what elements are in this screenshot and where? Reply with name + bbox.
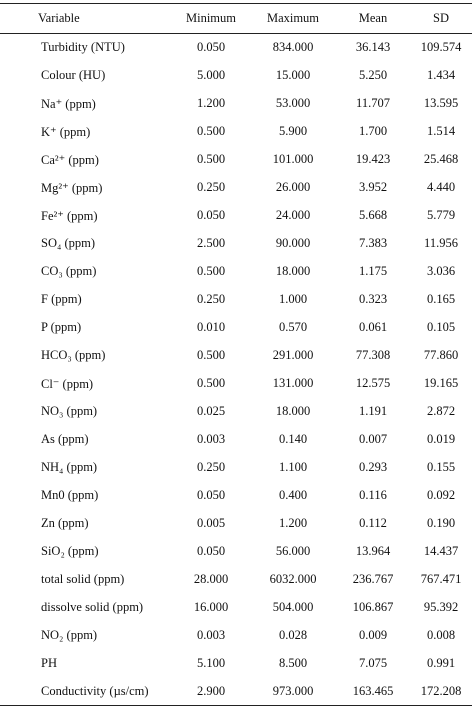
cell-sd: 0.105 [426, 320, 456, 334]
cell-sd: 19.165 [423, 376, 459, 390]
table-row [0, 454, 472, 482]
table-row [0, 230, 472, 258]
cell-mean: 12.575 [355, 376, 391, 390]
cell-maximum: 18.000 [275, 404, 311, 418]
cell-mean: 7.075 [358, 656, 388, 670]
cell-maximum: 90.000 [275, 236, 311, 250]
cell-maximum: 18.000 [275, 264, 311, 278]
cell-minimum: 5.100 [196, 656, 226, 670]
table-row [0, 426, 472, 454]
cell-mean: 1.700 [358, 124, 388, 138]
cell-maximum: 5.900 [278, 124, 308, 138]
cell-maximum: 1.100 [278, 460, 308, 474]
cell-variable: NO₂ (ppm) [41, 628, 98, 642]
cell-maximum: 973.000 [250, 678, 336, 706]
table-row [0, 370, 472, 398]
header-sd: SD [410, 4, 472, 34]
table-row [0, 34, 472, 62]
cell-variable: SiO₂ (ppm) [41, 544, 99, 558]
cell-maximum: 56.000 [275, 544, 311, 558]
cell-variable: Cl⁻ (ppm) [41, 376, 94, 391]
cell-sd: 5.779 [426, 208, 456, 222]
cell-variable: total solid (ppm) [41, 572, 125, 586]
cell-sd: 77.860 [423, 348, 459, 362]
cell-variable: As (ppm) [41, 432, 89, 446]
cell-minimum: 0.050 [196, 488, 226, 502]
cell-mean: 19.423 [355, 152, 391, 166]
table-row [0, 90, 472, 118]
cell-minimum: 0.500 [196, 376, 226, 390]
cell-maximum: 291.000 [272, 348, 314, 362]
cell-mean: 0.323 [358, 292, 388, 306]
cell-maximum: 0.028 [278, 628, 308, 642]
cell-minimum: 0.010 [196, 320, 226, 334]
cell-minimum: 2.500 [196, 236, 226, 250]
table-row [0, 510, 472, 538]
table-row [0, 258, 472, 286]
cell-mean: 11.707 [356, 96, 390, 110]
cell-variable: F (ppm) [41, 292, 82, 306]
cell-variable: NH₄ (ppm) [41, 460, 98, 474]
cell-variable: Conductivity (µs/cm) [0, 678, 172, 706]
header-row [0, 4, 472, 34]
header-mean: Mean [336, 4, 410, 34]
cell-maximum: 834.000 [272, 40, 314, 55]
cell-variable: Turbidity (NTU) [41, 40, 125, 55]
table-row [0, 202, 472, 230]
cell-maximum: 0.140 [278, 432, 308, 446]
cell-maximum: 15.000 [275, 68, 311, 82]
cell-mean: 163.465 [336, 678, 410, 706]
cell-minimum: 2.900 [172, 678, 250, 706]
table-row [0, 146, 472, 174]
table-row [0, 622, 472, 650]
cell-minimum: 16.000 [193, 600, 229, 614]
cell-mean: 0.112 [359, 516, 387, 530]
cell-minimum: 0.500 [196, 152, 226, 166]
cell-mean: 7.383 [358, 236, 388, 250]
cell-sd: 0.019 [426, 432, 456, 446]
cell-maximum: 6032.000 [269, 572, 317, 586]
cell-mean: 0.009 [358, 628, 388, 642]
cell-maximum: 0.570 [278, 320, 308, 334]
cell-minimum: 0.003 [196, 628, 226, 642]
cell-mean: 36.143 [355, 40, 391, 55]
cell-mean: 0.007 [358, 432, 388, 446]
table-row [0, 62, 472, 90]
cell-variable: HCO₃ (ppm) [41, 348, 106, 362]
table-row [0, 118, 472, 146]
cell-maximum: 0.400 [278, 488, 308, 502]
cell-minimum: 28.000 [193, 572, 229, 586]
header-variable: Variable [0, 4, 172, 34]
cell-sd: 172.208 [410, 678, 472, 706]
cell-maximum: 8.500 [278, 656, 308, 670]
cell-sd: 95.392 [423, 600, 459, 614]
cell-sd: 2.872 [426, 404, 456, 418]
cell-maximum: 26.000 [275, 180, 311, 194]
cell-variable: Zn (ppm) [41, 516, 89, 530]
table-header [0, 4, 472, 34]
cell-maximum: 101.000 [272, 152, 314, 166]
cell-sd: 14.437 [423, 544, 459, 558]
cell-sd: 0.092 [426, 488, 456, 502]
cell-maximum: 1.000 [278, 292, 308, 306]
cell-mean: 77.308 [355, 348, 391, 362]
cell-sd: 0.190 [426, 516, 456, 530]
cell-variable: Fe²⁺ (ppm) [41, 208, 98, 223]
cell-sd: 25.468 [423, 152, 459, 166]
table-row [0, 398, 472, 426]
cell-maximum: 1.200 [278, 516, 308, 530]
cell-sd: 1.434 [426, 68, 456, 82]
statistics-table [0, 3, 472, 706]
cell-variable: dissolve solid (ppm) [41, 600, 144, 614]
cell-sd: 3.036 [426, 264, 456, 278]
table-row [0, 286, 472, 314]
cell-sd: 4.440 [426, 180, 456, 194]
cell-mean: 236.767 [352, 572, 394, 586]
cell-minimum: 0.250 [196, 460, 226, 474]
cell-mean: 0.116 [359, 488, 387, 502]
cell-minimum: 0.050 [196, 544, 226, 558]
table-row [0, 566, 472, 594]
cell-variable: Ca²⁺ (ppm) [41, 152, 99, 167]
cell-variable: Mg²⁺ (ppm) [41, 180, 103, 195]
cell-mean: 0.061 [358, 320, 388, 334]
cell-minimum: 1.200 [196, 96, 226, 110]
cell-sd: 11.956 [424, 236, 458, 250]
table-body [0, 34, 472, 706]
table-row [0, 678, 472, 706]
cell-maximum: 131.000 [272, 376, 314, 390]
cell-minimum: 0.500 [196, 348, 226, 362]
table-row [0, 342, 472, 370]
cell-maximum: 504.000 [272, 600, 314, 614]
cell-minimum: 0.025 [196, 404, 226, 418]
cell-minimum: 0.050 [196, 208, 226, 222]
cell-mean: 0.293 [358, 460, 388, 474]
table-row [0, 314, 472, 342]
cell-sd: 109.574 [420, 40, 462, 55]
cell-mean: 1.175 [358, 264, 388, 278]
table-row [0, 482, 472, 510]
cell-variable: Mn0 (ppm) [41, 488, 99, 502]
header-minimum: Minimum [172, 4, 250, 34]
cell-variable: Colour (HU) [41, 68, 106, 82]
cell-variable: NO₃ (ppm) [41, 404, 98, 418]
table-row [0, 174, 472, 202]
cell-sd: 0.155 [426, 460, 456, 474]
header-maximum: Maximum [250, 4, 336, 34]
cell-variable: K⁺ (ppm) [41, 124, 91, 139]
table-row [0, 538, 472, 566]
cell-minimum: 0.500 [196, 264, 226, 278]
cell-mean: 5.668 [358, 208, 388, 222]
cell-maximum: 53.000 [275, 96, 311, 110]
cell-sd: 767.471 [420, 572, 462, 586]
cell-minimum: 0.005 [196, 516, 226, 530]
cell-mean: 1.191 [358, 404, 388, 418]
cell-sd: 1.514 [426, 124, 456, 138]
cell-sd: 13.595 [423, 96, 459, 110]
cell-variable: SO₄ (ppm) [41, 236, 96, 250]
cell-minimum: 0.500 [196, 124, 226, 138]
cell-mean: 13.964 [355, 544, 391, 558]
cell-variable: PH [41, 656, 57, 670]
cell-mean: 106.867 [352, 600, 394, 614]
cell-minimum: 0.050 [196, 40, 226, 55]
cell-sd: 0.991 [426, 656, 456, 670]
cell-sd: 0.165 [426, 292, 456, 306]
cell-minimum: 0.250 [196, 292, 226, 306]
cell-maximum: 24.000 [275, 208, 311, 222]
cell-variable: CO₃ (ppm) [41, 264, 97, 278]
cell-mean: 5.250 [358, 68, 388, 82]
table-row [0, 594, 472, 622]
cell-minimum: 5.000 [196, 68, 226, 82]
cell-minimum: 0.003 [196, 432, 226, 446]
table-row [0, 650, 472, 678]
cell-sd: 0.008 [426, 628, 456, 642]
cell-variable: Na⁺ (ppm) [41, 96, 96, 111]
cell-mean: 3.952 [358, 180, 388, 194]
cell-minimum: 0.250 [196, 180, 226, 194]
cell-variable: P (ppm) [41, 320, 82, 334]
